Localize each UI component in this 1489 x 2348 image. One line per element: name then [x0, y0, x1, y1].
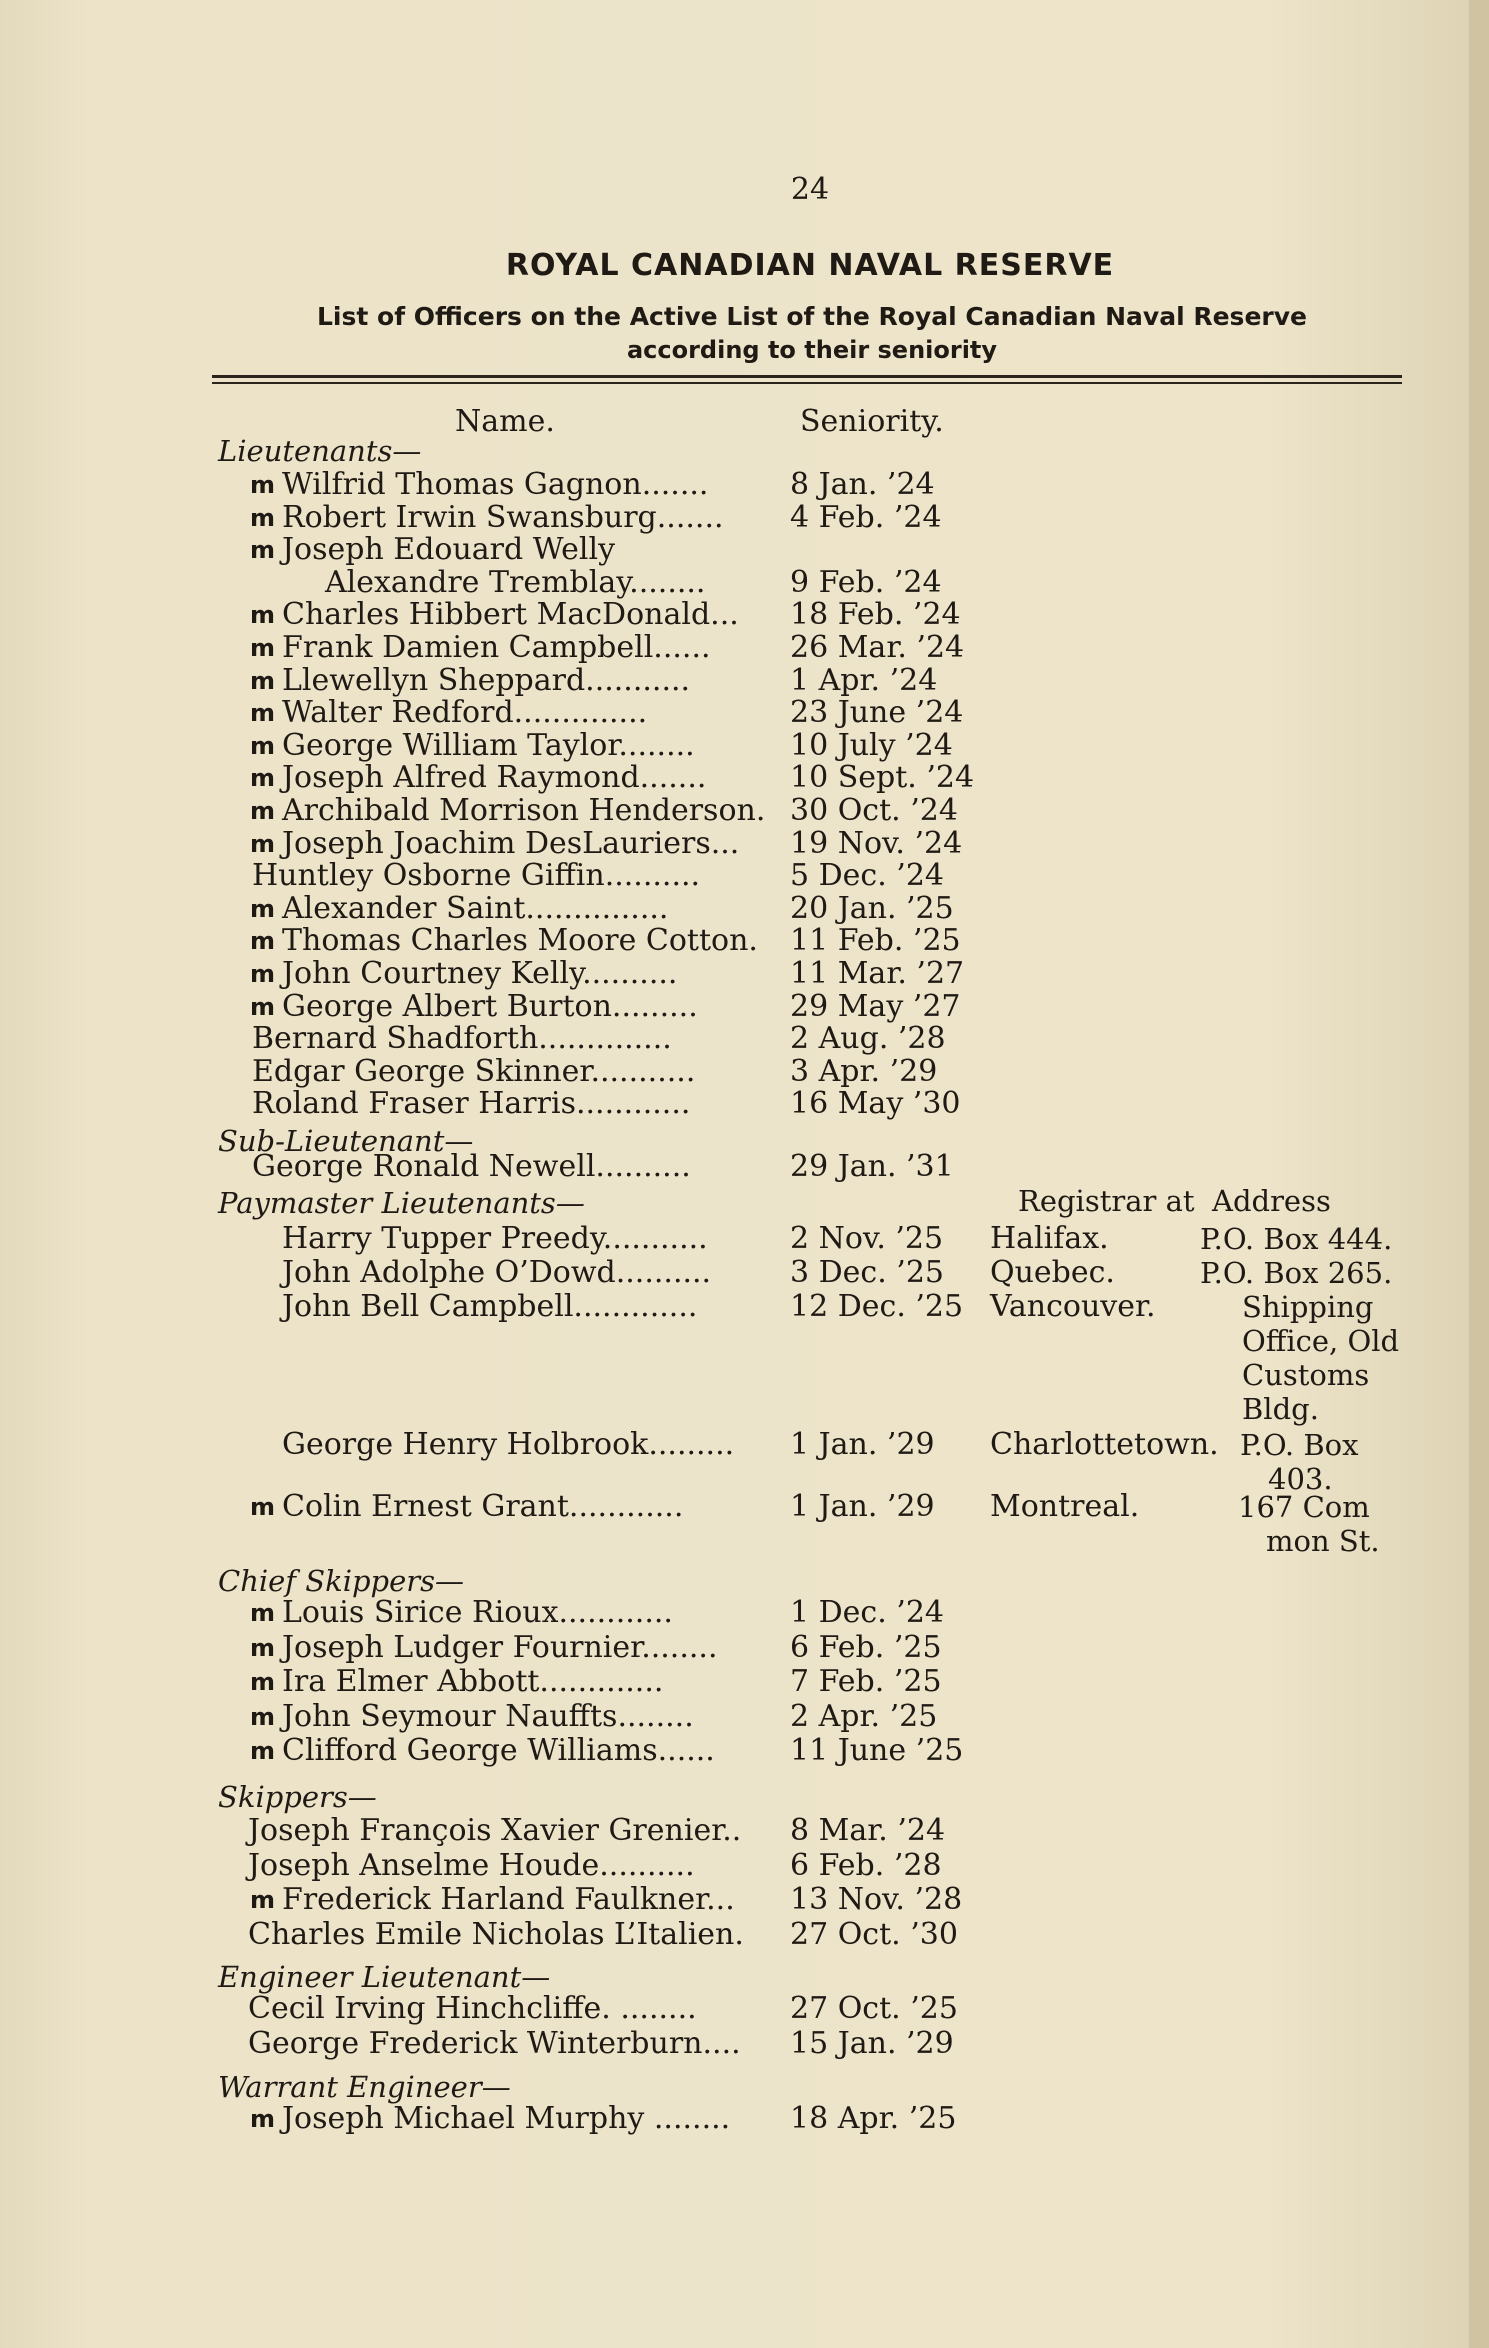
registrar-address-line: Customs — [1242, 1358, 1370, 1392]
double-rule-bottom — [212, 382, 1402, 384]
officer-row — [0, 1596, 1489, 1630]
officer-seniority: 8 Mar. ’24 — [790, 1813, 946, 1848]
officer-seniority: 1 Jan. ’29 — [790, 1427, 935, 1462]
subtitle-line-1: List of Officers on the Active List of the Royal Canadian Naval Reserve — [317, 302, 1307, 331]
officer-seniority: 6 Feb. ’28 — [790, 1847, 942, 1883]
officer-name: Frank Damien Campbell...... — [282, 630, 711, 665]
officer-seniority: 29 Jan. ’31 — [790, 1149, 954, 1184]
officer-row — [0, 1665, 1489, 1699]
officer-name: John Courtney Kelly.......... — [282, 956, 678, 991]
reserve-marker: m — [250, 992, 276, 1021]
officer-row — [0, 1055, 1489, 1089]
officer-name: Llewellyn Sheppard........... — [282, 662, 691, 698]
officer-seniority: 2 Aug. ’28 — [790, 1021, 946, 1057]
officer-seniority: 30 Oct. ’24 — [790, 793, 958, 828]
officer-row — [0, 566, 1489, 600]
reserve-marker: m — [250, 1599, 276, 1627]
officer-name: George Ronald Newell.......... — [252, 1149, 691, 1184]
officer-seniority: 4 Feb. ’24 — [790, 499, 942, 535]
officer-row — [0, 892, 1489, 926]
section-paymaster: Paymaster Lieutenants— — [218, 1186, 585, 1220]
officer-name: George Henry Holbrook......... — [282, 1427, 735, 1462]
officer-name: Charles Emile Nicholas L’Italien. — [248, 1916, 744, 1952]
officer-row — [0, 794, 1489, 828]
officer-seniority: 11 Feb. ’25 — [790, 923, 961, 959]
reserve-marker: m — [250, 829, 276, 858]
registrar-address-line: mon St. — [1266, 1524, 1380, 1558]
officer-row — [0, 631, 1489, 665]
officer-seniority: 27 Oct. ’30 — [790, 1916, 958, 1952]
officer-row — [0, 533, 1489, 567]
officer-seniority: 2 Nov. ’25 — [790, 1221, 944, 1256]
officer-seniority: 16 May ’30 — [790, 1086, 961, 1122]
officer-name: John Adolphe O’Dowd.......... — [282, 1255, 712, 1290]
name-column-header: Name. — [455, 404, 555, 439]
registrar-address-line: P.O. Box — [1240, 1428, 1359, 1462]
officer-seniority: 18 Apr. ’25 — [790, 2101, 957, 2136]
subtitle-line-2: according to their seniority — [626, 336, 998, 364]
officer-seniority: 1 Jan. ’29 — [790, 1489, 935, 1524]
section-engineer-lieutenant: Engineer Lieutenant— — [218, 1960, 551, 1994]
officer-row — [0, 957, 1489, 991]
officer-row — [0, 1849, 1489, 1883]
officer-name: Robert Irwin Swansburg....... — [282, 499, 724, 535]
section-skippers: Skippers— — [218, 1780, 377, 1814]
officer-seniority: 3 Dec. ’25 — [790, 1255, 945, 1290]
officer-row — [0, 1022, 1489, 1056]
officer-seniority: 11 June ’25 — [790, 1733, 964, 1768]
reserve-marker: m — [250, 1886, 276, 1914]
reserve-marker: m — [250, 2105, 276, 2133]
officer-name: Roland Fraser Harris............ — [252, 1086, 691, 1122]
reserve-marker: m — [250, 894, 276, 923]
officer-name: Louis Sirice Rioux............ — [282, 1595, 673, 1630]
officer-row — [0, 1734, 1489, 1768]
officer-name: Wilfrid Thomas Gagnon....... — [282, 467, 709, 502]
officer-row — [0, 761, 1489, 795]
officer-name: Ira Elmer Abbott............. — [282, 1664, 664, 1699]
officer-name: Thomas Charles Moore Cotton. — [282, 923, 758, 959]
officer-seniority: 13 Nov. ’28 — [790, 1882, 963, 1917]
officer-seniority: 18 Feb. ’24 — [790, 597, 961, 633]
officer-name: Joseph Ludger Fournier........ — [282, 1629, 718, 1665]
officer-seniority: 10 July ’24 — [790, 727, 953, 763]
officer-row — [0, 1918, 1489, 1952]
officer-row — [0, 501, 1489, 535]
registrar-address-line: P.O. Box 265. — [1200, 1256, 1393, 1290]
reserve-marker: m — [250, 960, 276, 988]
officer-name: Huntley Osborne Giffin.......... — [252, 858, 701, 894]
officer-name: George Albert Burton......... — [282, 988, 698, 1024]
reserve-marker: m — [250, 666, 276, 695]
double-rule-top — [212, 375, 1402, 378]
reserve-marker: m — [250, 797, 276, 825]
reserve-marker: m — [250, 699, 276, 728]
reserve-marker: m — [250, 601, 276, 630]
officer-name: Edgar George Skinner........... — [252, 1053, 696, 1089]
officer-seniority: 1 Apr. ’24 — [790, 662, 938, 698]
officer-seniority: 2 Apr. ’25 — [790, 1698, 938, 1734]
reserve-marker: m — [250, 1493, 276, 1521]
officer-seniority: 1 Dec. ’24 — [790, 1595, 945, 1630]
officer-row — [0, 1087, 1489, 1121]
officer-name: Bernard Shadforth.............. — [252, 1021, 672, 1057]
reserve-marker: m — [250, 764, 276, 793]
officer-row — [0, 1992, 1489, 2026]
officer-name: John Bell Campbell............. — [282, 1289, 698, 1324]
registrar-address-line: 167 Com — [1238, 1490, 1370, 1524]
reserve-marker: m — [250, 471, 276, 499]
officer-seniority: 15 Jan. ’29 — [790, 2025, 954, 2061]
officer-seniority: 27 Oct. ’25 — [790, 1991, 958, 2026]
address-column-header: Address — [1212, 1184, 1331, 1218]
reserve-marker: m — [250, 927, 276, 956]
registrar-address-line: Bldg. — [1242, 1392, 1319, 1426]
officer-name: Cecil Irving Hinchcliffe. ........ — [248, 1991, 697, 2026]
section-lieutenants: Lieutenants— — [218, 434, 422, 468]
reserve-marker: m — [250, 731, 276, 760]
officer-seniority: 7 Feb. ’25 — [790, 1664, 942, 1699]
officer-row — [0, 1631, 1489, 1665]
registrar-address-line: Office, Old — [1242, 1324, 1400, 1358]
officer-seniority: 19 Nov. ’24 — [790, 825, 963, 861]
officer-row — [0, 990, 1489, 1024]
officer-row — [0, 859, 1489, 893]
officer-seniority: 6 Feb. ’25 — [790, 1629, 942, 1665]
officer-seniority: 9 Feb. ’24 — [790, 564, 942, 600]
reserve-marker: m — [250, 503, 276, 532]
officer-name: Harry Tupper Preedy........... — [282, 1221, 708, 1256]
officer-seniority: 5 Dec. ’24 — [790, 858, 945, 894]
officer-row — [0, 468, 1489, 502]
officer-row — [0, 598, 1489, 632]
registrar-column-header: Registrar at — [1018, 1184, 1195, 1218]
officer-seniority: 10 Sept. ’24 — [790, 760, 975, 796]
officer-name: George Frederick Winterburn.... — [248, 2025, 741, 2061]
section-sub-lieutenant: Sub-Lieutenant— — [218, 1124, 474, 1158]
officer-name: Archibald Morrison Henderson. — [282, 793, 766, 828]
officer-name: Alexandre Tremblay........ — [325, 564, 706, 600]
registrar-location: Charlottetown. — [990, 1427, 1219, 1462]
officer-name: Charles Hibbert MacDonald... — [282, 597, 739, 633]
officer-seniority: 29 May ’27 — [790, 988, 961, 1024]
officer-row — [0, 664, 1489, 698]
officer-name: John Seymour Nauffts........ — [282, 1698, 694, 1734]
reserve-marker: m — [250, 1737, 276, 1765]
seniority-column-header: Seniority. — [800, 404, 944, 439]
officer-name: Frederick Harland Faulkner... — [282, 1882, 735, 1917]
officer-name: Clifford George Williams...... — [282, 1733, 715, 1768]
officer-seniority: 8 Jan. ’24 — [790, 467, 935, 502]
officer-row — [0, 1814, 1489, 1848]
reserve-marker: m — [250, 1702, 276, 1731]
page-number: 24 — [790, 172, 830, 207]
officer-name: Joseph Anselme Houde.......... — [248, 1847, 695, 1883]
officer-seniority: 12 Dec. ’25 — [790, 1289, 964, 1324]
reserve-marker: m — [250, 536, 276, 565]
officer-name: Joseph François Xavier Grenier.. — [248, 1813, 742, 1848]
officer-name: George William Taylor........ — [282, 727, 695, 763]
officer-name: Joseph Alfred Raymond....... — [282, 760, 707, 796]
registrar-location: Montreal. — [990, 1489, 1140, 1524]
officer-seniority: 11 Mar. ’27 — [790, 956, 965, 991]
page-title: ROYAL CANADIAN NAVAL RESERVE — [505, 248, 1115, 283]
officer-row — [0, 2102, 1489, 2136]
officer-name: Joseph Joachim DesLauriers... — [282, 825, 740, 861]
officer-name: Alexander Saint............... — [282, 890, 669, 926]
registrar-address-line: 403. — [1268, 1462, 1333, 1496]
officer-row — [0, 696, 1489, 730]
officer-row — [0, 729, 1489, 763]
section-chief-skippers: Chief Skippers— — [218, 1564, 465, 1598]
officer-row — [0, 1700, 1489, 1734]
section-warrant-engineer: Warrant Engineer— — [218, 2070, 511, 2104]
officer-name: Walter Redford.............. — [282, 695, 648, 731]
registrar-address-line: P.O. Box 444. — [1200, 1222, 1393, 1256]
registrar-location: Quebec. — [990, 1255, 1115, 1290]
reserve-marker: m — [250, 1633, 276, 1662]
officer-seniority: 20 Jan. ’25 — [790, 890, 954, 926]
officer-row — [0, 924, 1489, 958]
officer-name: Colin Ernest Grant............ — [282, 1489, 684, 1524]
registrar-location: Vancouver. — [990, 1289, 1156, 1324]
officer-row — [0, 1883, 1489, 1917]
officer-row — [0, 2027, 1489, 2061]
reserve-marker: m — [250, 1668, 276, 1696]
officer-seniority: 23 June ’24 — [790, 695, 964, 731]
registrar-location: Halifax. — [990, 1221, 1109, 1256]
registrar-address-line: Shipping — [1242, 1290, 1374, 1324]
officer-name: Joseph Michael Murphy ........ — [282, 2101, 731, 2136]
officer-seniority: 26 Mar. ’24 — [790, 630, 965, 665]
officer-row — [0, 827, 1489, 861]
officer-name: Joseph Edouard Welly — [282, 532, 616, 568]
officer-seniority: 3 Apr. ’29 — [790, 1053, 938, 1089]
reserve-marker: m — [250, 634, 276, 662]
officer-row — [0, 1150, 1489, 1184]
